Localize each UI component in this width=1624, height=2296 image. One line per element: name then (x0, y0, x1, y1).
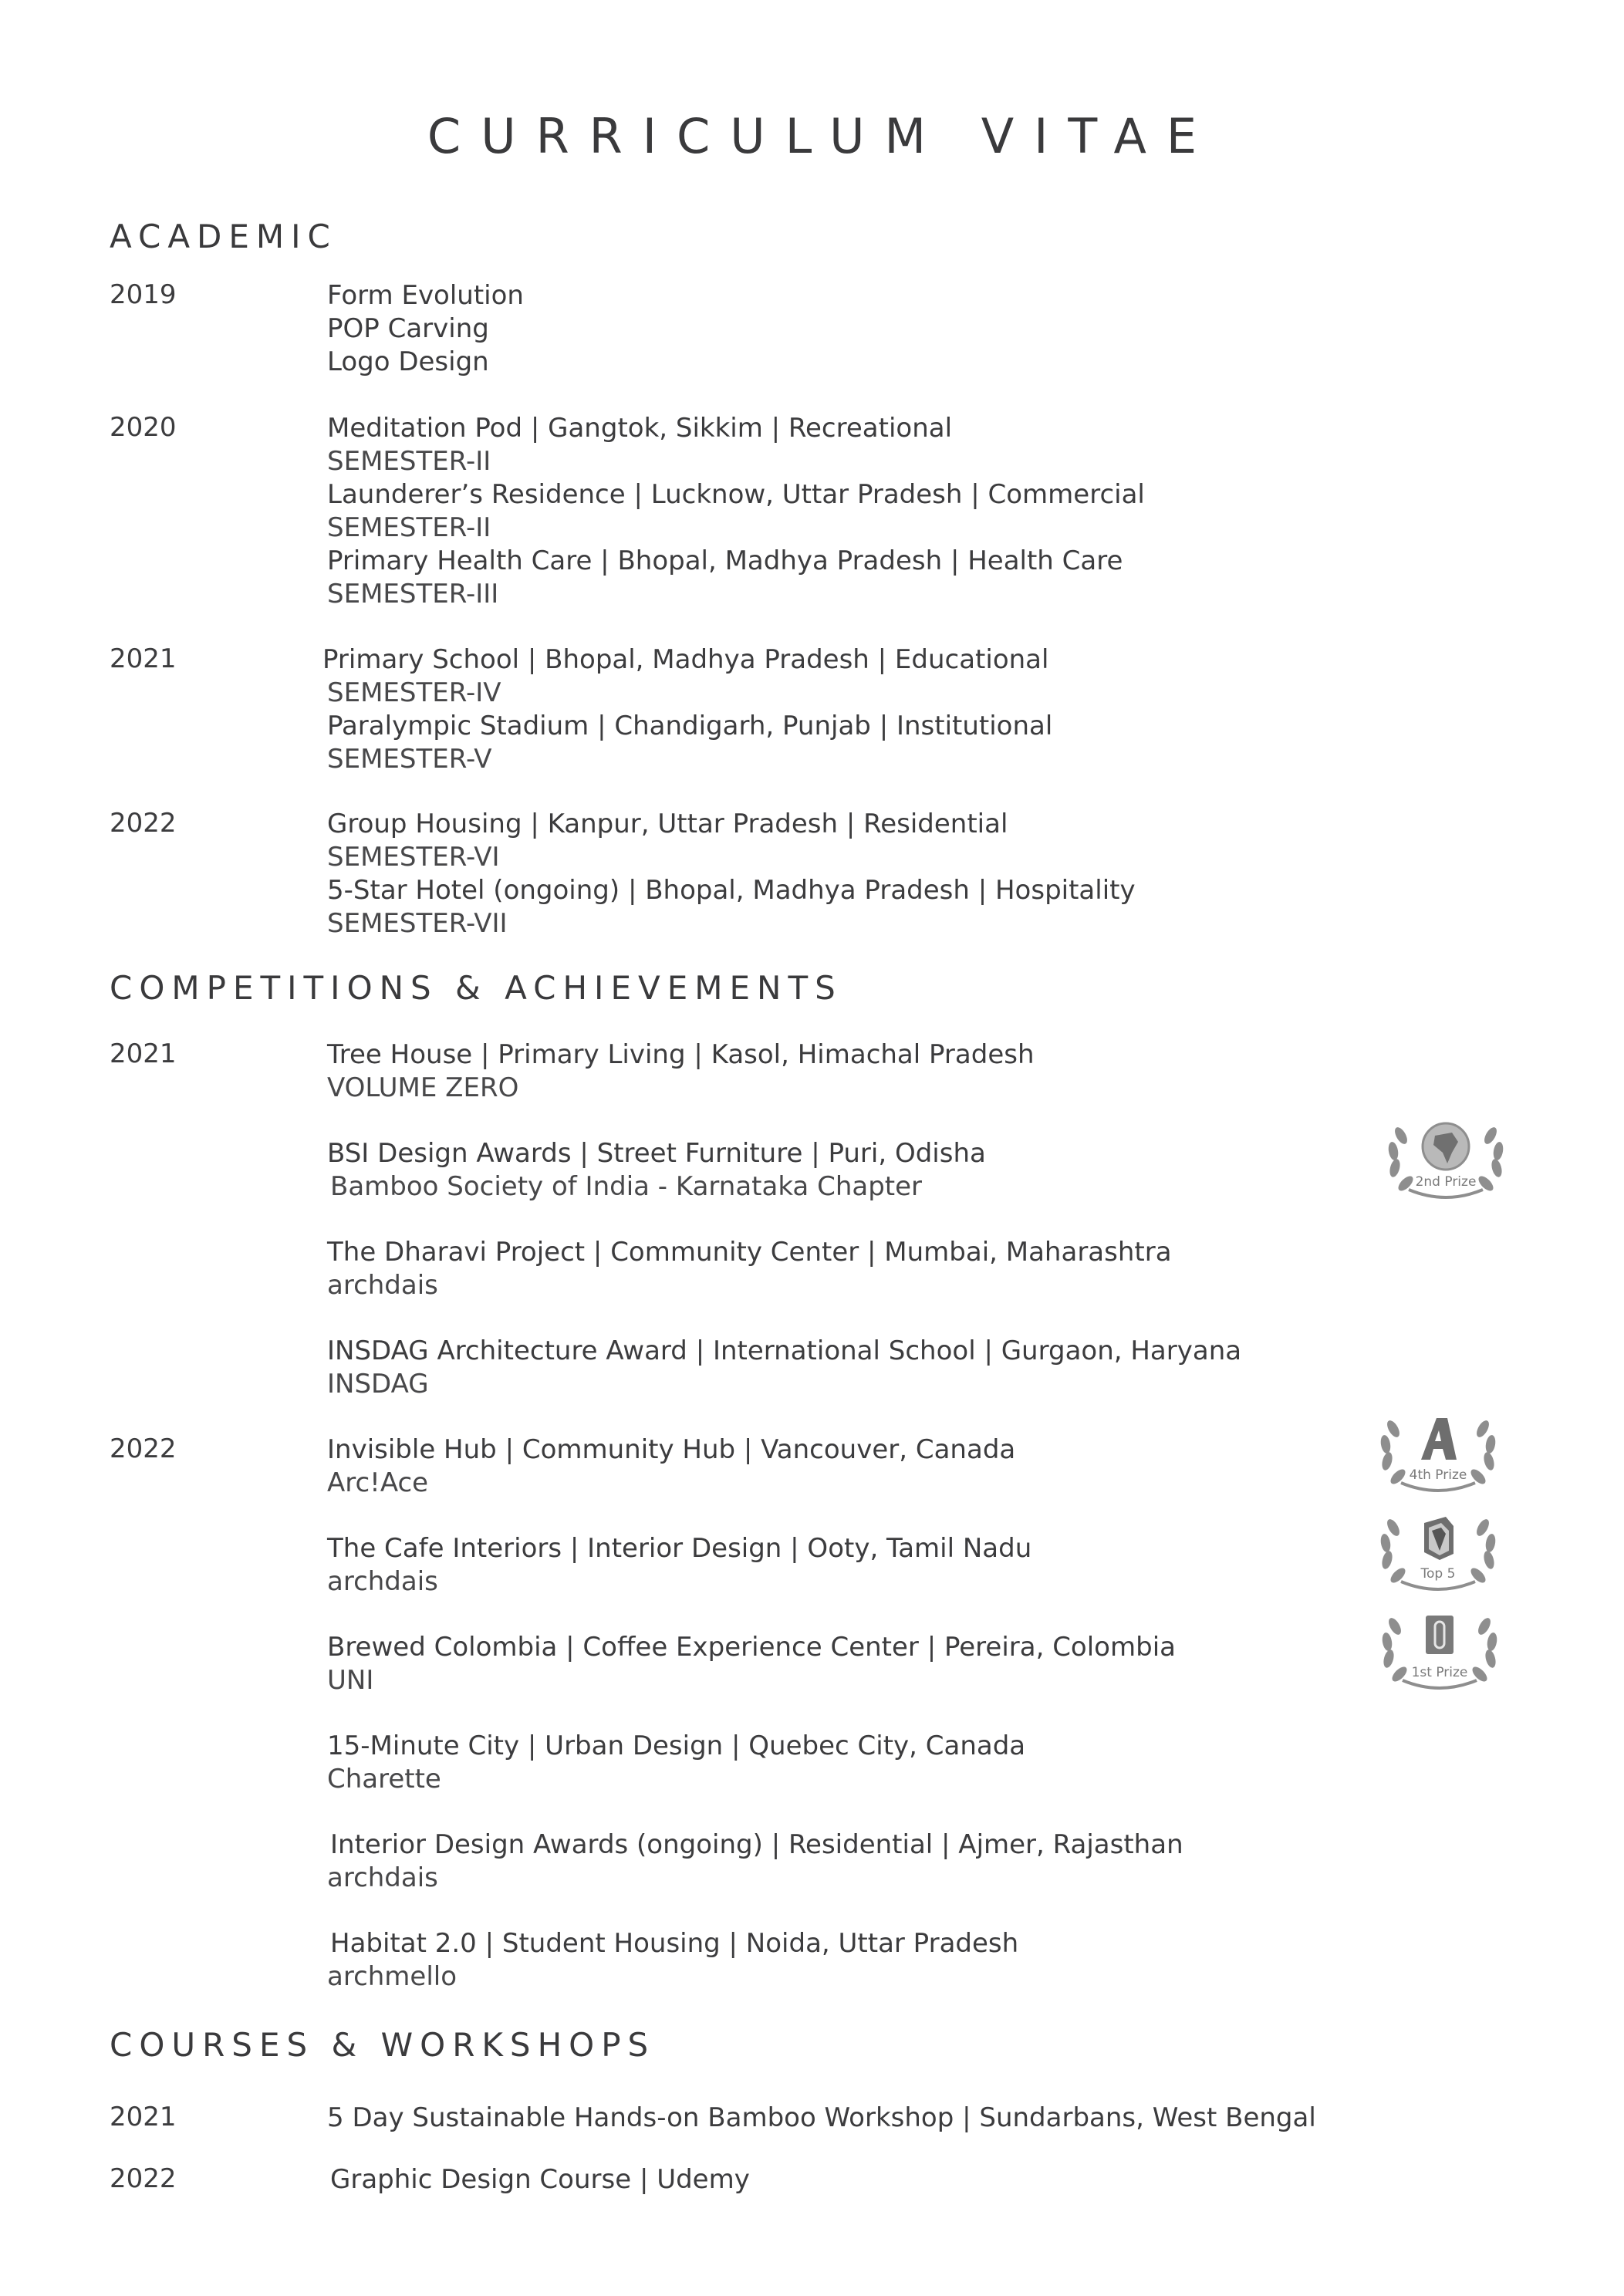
entry-line: SEMESTER-II (327, 446, 491, 477)
entry-line: Logo Design (327, 346, 489, 377)
entry-year: 2022 (110, 808, 177, 839)
section-title-academic: ACADEMIC (110, 218, 337, 255)
entry-line: archdais (327, 1862, 438, 1893)
entry-line: UNI (327, 1665, 374, 1696)
entry-year: 2019 (110, 279, 177, 310)
entry-line: Graphic Design Course | Udemy (330, 2164, 750, 2195)
entry-line: SEMESTER-III (327, 579, 499, 609)
page-title: CURRICULUM VITAE (427, 108, 1217, 164)
award-badge (1378, 1113, 1514, 1204)
entry-year: 2022 (110, 1433, 177, 1464)
entry-line: archdais (327, 1566, 438, 1597)
entry-line: Charette (327, 1764, 441, 1795)
award-badge (1370, 1504, 1506, 1595)
entry-line: VOLUME ZERO (327, 1072, 519, 1103)
badge-label: 1st Prize (1411, 1665, 1468, 1680)
entry-line: Brewed Colombia | Coffee Experience Center | Pereira, Colombia (327, 1632, 1176, 1663)
entry-line: 5-Star Hotel (ongoing) | Bhopal, Madhya Pradesh | Hospitality (327, 875, 1136, 906)
entry-line: Meditation Pod | Gangtok, Sikkim | Recreational (327, 413, 953, 444)
entry-line: archmello (327, 1961, 457, 1992)
award-badge (1370, 1406, 1506, 1497)
entry-year: 2020 (110, 412, 177, 443)
entry-line: Interior Design Awards (ongoing) | Residential | Ajmer, Rajasthan (330, 1829, 1183, 1860)
uni-logo-laurel-icon (1372, 1603, 1508, 1694)
entry-line: Form Evolution (327, 280, 524, 311)
entry-line: Primary School | Bhopal, Madhya Pradesh | Educational (322, 644, 1049, 675)
entry-line: SEMESTER-VI (327, 842, 500, 873)
entry-year: 2021 (110, 1038, 177, 1069)
entry-line: The Dharavi Project | Community Center | Mumbai, Maharashtra (327, 1237, 1172, 1268)
entry-line: SEMESTER-II (327, 512, 491, 543)
entry-line: Group Housing | Kanpur, Uttar Pradesh | Residential (327, 809, 1008, 839)
entry-line: Bamboo Society of India - Karnataka Chapter (330, 1171, 923, 1202)
entry-year: 2021 (110, 643, 177, 674)
badge-label: 4th Prize (1409, 1467, 1467, 1483)
entry-line: archdais (327, 1270, 438, 1301)
entry-year: 2022 (110, 2163, 177, 2194)
entry-line: Invisible Hub | Community Hub | Vancouver, Canada (327, 1434, 1016, 1465)
entry-line: Tree House | Primary Living | Kasol, Himachal Pradesh (327, 1039, 1035, 1070)
entry-line: Primary Health Care | Bhopal, Madhya Pradesh | Health Care (327, 545, 1123, 576)
entry-line: INSDAG Architecture Award | International School | Gurgaon, Haryana (327, 1335, 1242, 1366)
entry-line: 15-Minute City | Urban Design | Quebec City, Canada (327, 1730, 1026, 1761)
entry-line: Launderer’s Residence | Lucknow, Uttar Pradesh | Commercial (327, 479, 1145, 510)
entry-line: 5 Day Sustainable Hands-on Bamboo Workshop | Sundarbans, West Bengal (327, 2102, 1316, 2133)
entry-year: 2021 (110, 2102, 177, 2132)
badge-label: Top 5 (1420, 1566, 1456, 1582)
arcace-logo-laurel-icon (1370, 1406, 1506, 1497)
section-title-courses: COURSES & WORKSHOPS (110, 2026, 656, 2064)
entry-line: INSDAG (327, 1369, 429, 1400)
badge-label: 2nd Prize (1415, 1174, 1477, 1190)
award-badge (1372, 1603, 1508, 1694)
entry-line: POP Carving (327, 313, 489, 344)
india-map-laurel-icon (1378, 1113, 1514, 1204)
entry-line: SEMESTER-IV (327, 677, 501, 708)
entry-line: Habitat 2.0 | Student Housing | Noida, Uttar Pradesh (330, 1928, 1019, 1959)
archdais-logo-laurel-icon (1370, 1504, 1506, 1595)
section-title-competitions: COMPETITIONS & ACHIEVEMENTS (110, 969, 842, 1007)
entry-line: SEMESTER-V (327, 744, 492, 775)
entry-line: BSI Design Awards | Street Furniture | Puri, Odisha (327, 1138, 986, 1169)
entry-line: Arc!Ace (327, 1467, 429, 1498)
entry-line: SEMESTER-VII (327, 908, 508, 939)
entry-line: Paralympic Stadium | Chandigarh, Punjab | Institutional (327, 711, 1053, 741)
entry-line: The Cafe Interiors | Interior Design | Ooty, Tamil Nadu (327, 1533, 1032, 1564)
